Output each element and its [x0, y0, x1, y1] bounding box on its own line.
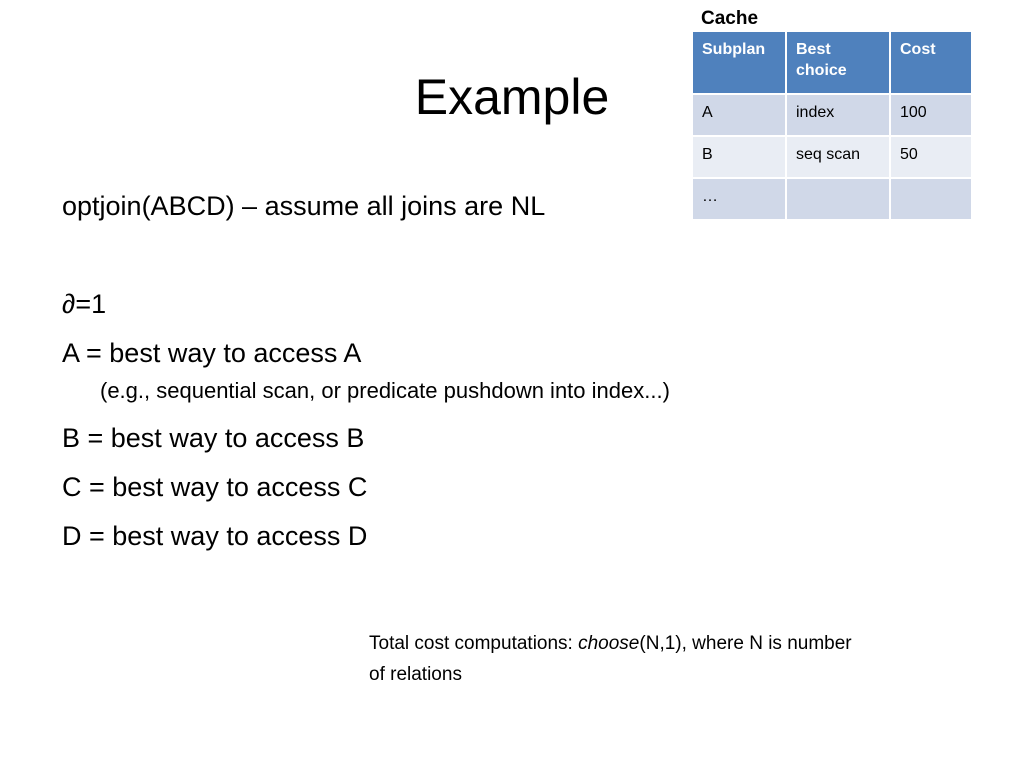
table-cell-subplan: B: [692, 136, 786, 178]
cache-label: Cache: [701, 8, 759, 29]
body-line-delta: ∂=1: [62, 289, 107, 319]
body-line-optjoin: optjoin(ABCD) – assume all joins are NL: [62, 191, 546, 221]
cost-note-prefix: Total cost computations:: [369, 633, 579, 654]
body-line-blank: [62, 233, 902, 282]
body-line-access-b: B = best way to access B: [62, 423, 365, 453]
table-row: [692, 178, 972, 220]
slide-title: Example: [414, 69, 610, 125]
table-cell-subplan: A: [692, 94, 786, 136]
table-cell-best-choice: index: [786, 94, 890, 136]
table-cell-best-choice: seq scan: [786, 136, 890, 178]
cache-table: [691, 30, 973, 221]
cache-table-header-row: [692, 31, 972, 94]
table-row: [692, 94, 972, 136]
column-header-cost: Cost: [890, 31, 972, 94]
body-line-access-d: D = best way to access D: [62, 521, 368, 551]
table-row: [692, 136, 972, 178]
cost-note-function: choose: [578, 633, 640, 654]
table-cell-cost: 50: [890, 136, 972, 178]
table-cell-best-choice: [786, 178, 890, 220]
slide-body: [62, 184, 902, 563]
cost-note: [369, 628, 869, 690]
body-line-example-note: (e.g., sequential scan, or predicate pushdown into index...): [100, 378, 670, 403]
body-line-access-c: C = best way to access C: [62, 472, 368, 502]
column-header-best-choice: Best choice: [786, 31, 890, 94]
table-cell-cost: 100: [890, 94, 972, 136]
body-line-access-a: A = best way to access A: [62, 338, 362, 368]
table-cell-cost: [890, 178, 972, 220]
table-cell-subplan: …: [692, 178, 786, 220]
column-header-subplan: Subplan: [692, 31, 786, 94]
cost-note-suffix: (N,1), where N is number of relations: [369, 633, 852, 685]
